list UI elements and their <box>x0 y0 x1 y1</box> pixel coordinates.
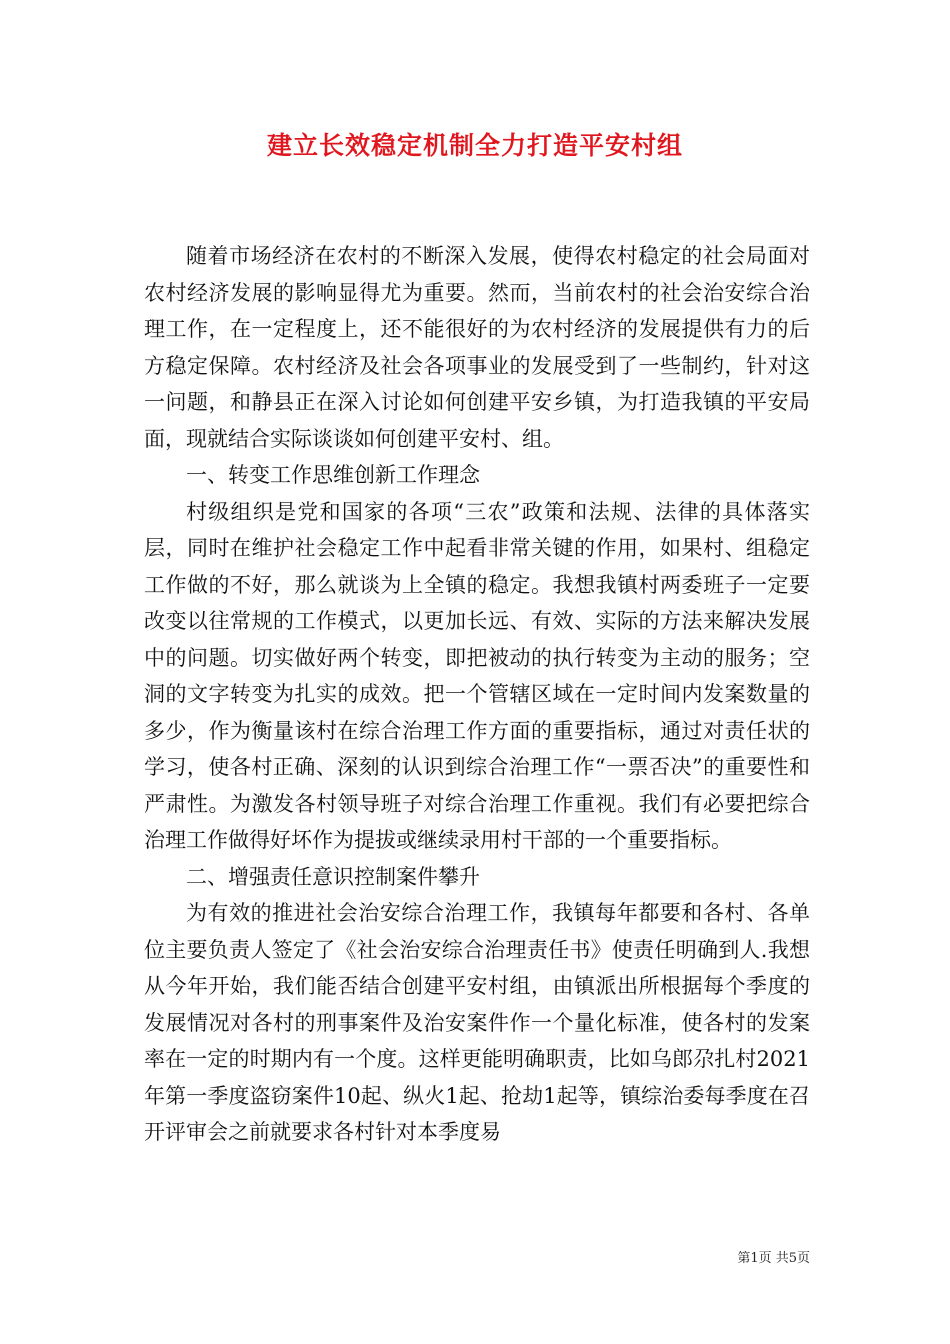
document-title: 建立长效稳定机制全力打造平安村组 <box>266 131 683 160</box>
section-heading-2: 二、增强责任意识控制案件攀升 <box>186 864 480 889</box>
paragraph-section-1: 村级组织是党和国家的各项“三农”政策和法规、法律的具体落实层，同时在维护社会稳定工作中起看非常关键的作用，如果村、组稳定工作做的不好，那么就谈为上全镇的稳定。我想我镇村两委班子一定要改变以往常规的工作模式，以更加长远、有效、实际的方法来解决发展中的问题。切实做好两个转变，即把被动的执行转变为主动的服务；空洞的文字转变为扎实的成效。把一个管辖区域在一定时间内发案数量的多少，作为衡量该村在综合治理工作方面的重要指标，通过对责任状的学习，使各村正确、深刻的认识到综合治理工作“一票否决”的重要性和严肃性。为激发各村领导班子对综合治理工作重视。我们有必要把综合治理工作做得好坏作为提拔或继续录用村干部的一个重要指标。 <box>144 499 810 852</box>
paragraph-section-2: 为有效的推进社会治安综合治理工作，我镇每年都要和各村、各单位主要负责人签定了《社会治安综合治理责任书》使责任明确到人.我想从今年开始，我们能否结合创建平安村组，由镇派出所根据每个季度的发展情况对各村的刑事案件及治安案件作一个量化标准，使各村的发案率在一定的时期内有一个度。这样更能明确职责，比如乌郎尕扎村2021年第一季度盗窃案件10起、纵火1起、抢劫1起等，镇综治委每季度在召开评审会之前就要求各村针对本季度易 <box>144 901 810 1144</box>
document-body <box>144 238 810 1151</box>
paragraph-intro: 随着市场经济在农村的不断深入发展，使得农村稳定的社会局面对农村经济发展的影响显得尤为重要。然而，当前农村的社会治安综合治理工作，在一定程度上，还不能很好的为农村经济的发展提供有力的后方稳定保障。农村经济及社会各项事业的发展受到了一些制约，针对这一问题，和静县正在深入讨论如何创建平安乡镇，为打造我镇的平安局面，现就结合实际谈谈如何创建平安村、组。 <box>144 244 810 451</box>
page-number: 第1页 共5页 <box>737 1251 810 1266</box>
section-heading-1: 一、转变工作思维创新工作理念 <box>186 463 480 487</box>
